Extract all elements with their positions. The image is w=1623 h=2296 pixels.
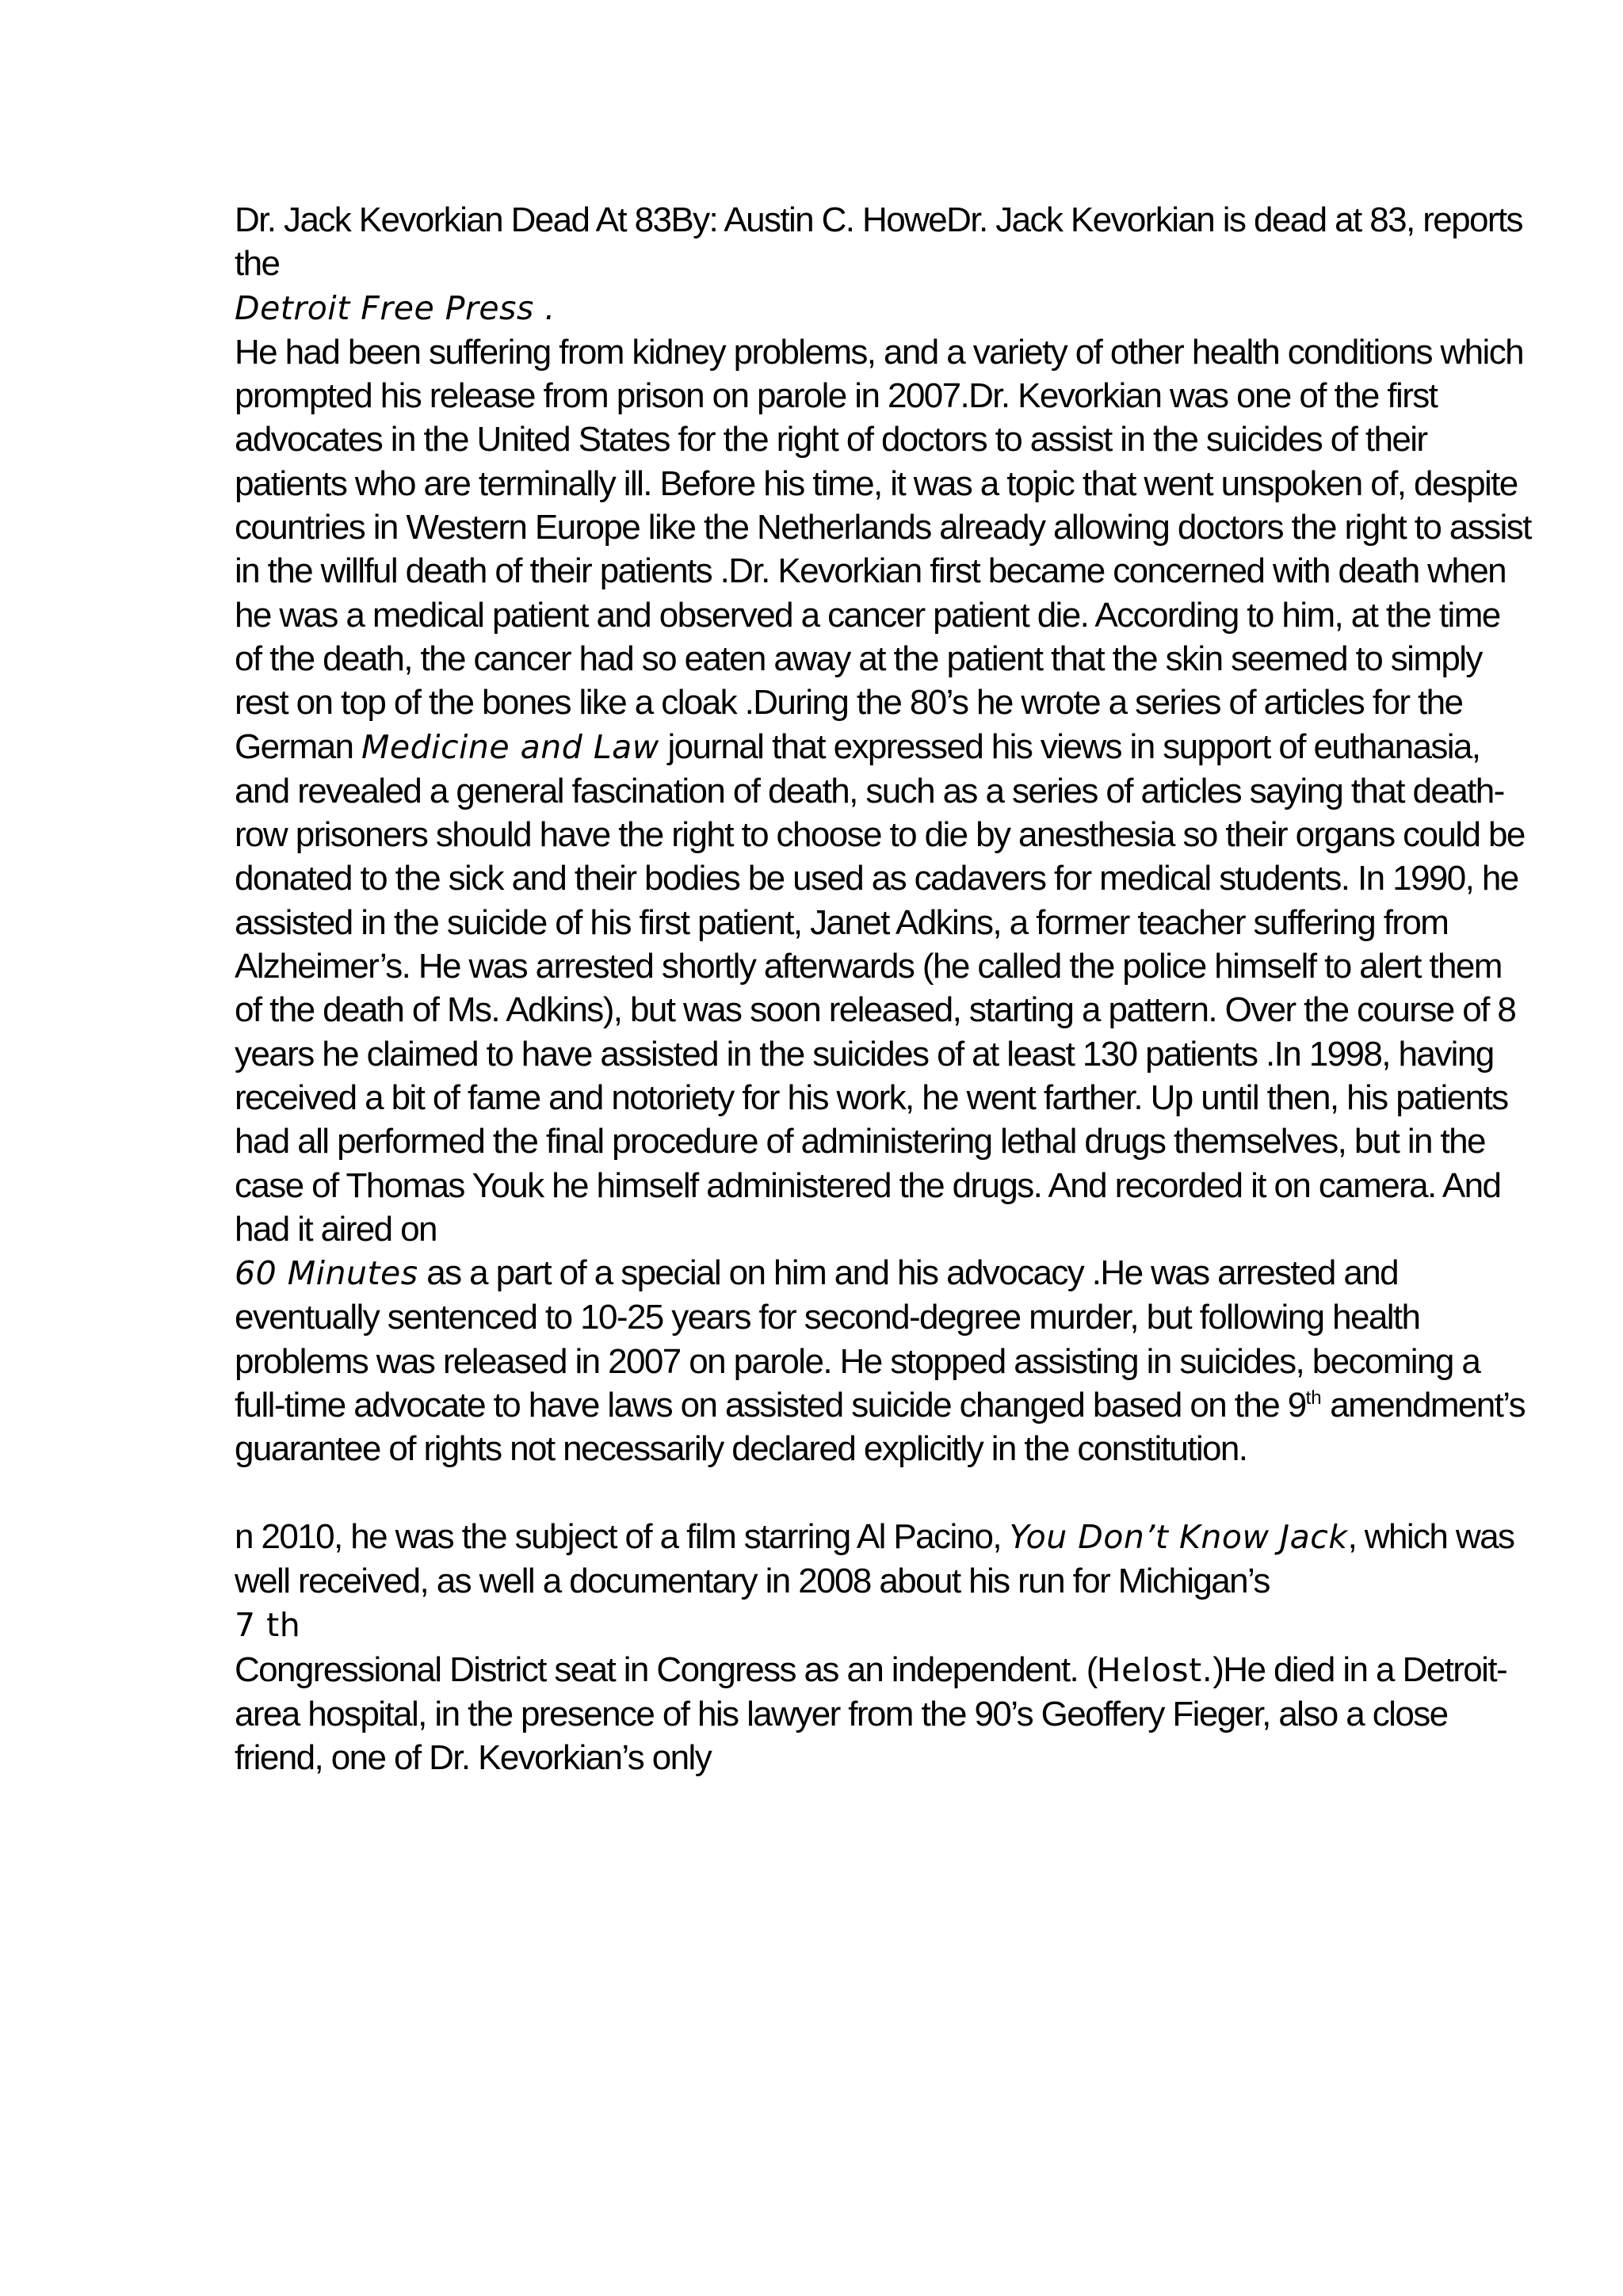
source-line [235,286,1534,330]
article-headline-line [235,198,1534,286]
paragraph-sentence-text-b: amendment’s guarantee of rights not necessarily declared explicitly in the constitution. [235,1386,1526,1469]
paragraph-main [235,330,1534,1251]
article-body [235,198,1534,1779]
film-title: You Don’t Know Jack [1009,1517,1348,1556]
paragraph-closing-text-a: Congressional District seat in Congress as an independent. ( [235,1650,1097,1689]
he-lost-text: Helost. [1096,1650,1213,1689]
district-line [235,1603,1534,1647]
paragraph-film-text-a: n 2010, he was the subject of a film starring Al Pacino, [235,1516,1010,1556]
paragraph-main-text-a: He had been suffering from kidney problems, and a variety of other health conditions which prompted his release from prison on parole in 2007.Dr. Kevorkian was one of the first advocates in the United States for the right of doctors to assist in the suicides of their patients who are terminally ill. Before his time, it was a topic that went unspoken of, despite countries in Western Europe like the Netherlands already allowing doctors the right to assist in the willful death of their patients .Dr. Kevorkian first became concerned with death when he was a medical patient and observed a cancer patient die. According to him, at the time of the death, the cancer had so eaten away at the patient that the skin seemed to simply rest on top of the bones like a cloak .During the 80’s he wrote a series of articles for the German [235,332,1531,766]
show-name: 60 Minutes [235,1254,418,1293]
paragraph-closing-text-b: )He died in a Detroit-area hospital, in the presence of his lawyer from the 90’s Geoffery Fieger, also a close friend, one of Dr. Kevorkian’s only [235,1650,1507,1778]
paragraph-gap [235,1471,1534,1515]
newspaper-name: Detroit Free Press . [235,288,556,327]
journal-name: Medicine and Law [361,727,659,766]
paragraph-film-text-b: , which was well received, as well a documentary in 2008 about his run for Michigan’s [235,1516,1514,1600]
paragraph-film [235,1515,1534,1604]
paragraph-closing [235,1648,1534,1780]
paragraph-sentence-text-a: as a part of a special on him and his advocacy .He was arrested and eventually sentenced to 10-25 years for second-degree murder, but following health problems was released in 2007 on parole. He stopped assisting in suicides, becoming a full-time advocate to have laws on assisted suicide changed based on the 9 [235,1253,1480,1425]
district-number: 7 th [235,1606,301,1645]
paragraph-sixty-minutes [235,1251,1534,1470]
headline-text: Dr. Jack Kevorkian Dead At 83By: Austin C. HoweDr. Jack Kevorkian is dead at 83, reports the [235,200,1522,284]
paragraph-main-text-b: journal that expressed his views in support of euthanasia, and revealed a general fascination of death, such as a series of articles saying that death-row prisoners should have the right to choose to die by anesthesia so their organs could be donated to the sick and their bodies be used as cadavers for medical students. In 1990, he assisted in the suicide of his first patient, Janet Adkins, a former teacher suffering from Alzheimer’s. He was arrested shortly afterwards (he called the police himself to alert them of the death of Ms. Adkins), but was soon released, starting a pattern. Over the course of 8 years he claimed to have assisted in the suicides of at least 130 patients .In 1998, having received a bit of fame and notoriety for his work, he went farther. Up until then, his patients had all performed the final procedure of administering lethal drugs themselves, but in the case of Thomas Youk he himself administered the drugs. And recorded it on camera. And had it aired on [235,727,1525,1249]
ordinal-superscript: th [1305,1387,1322,1409]
